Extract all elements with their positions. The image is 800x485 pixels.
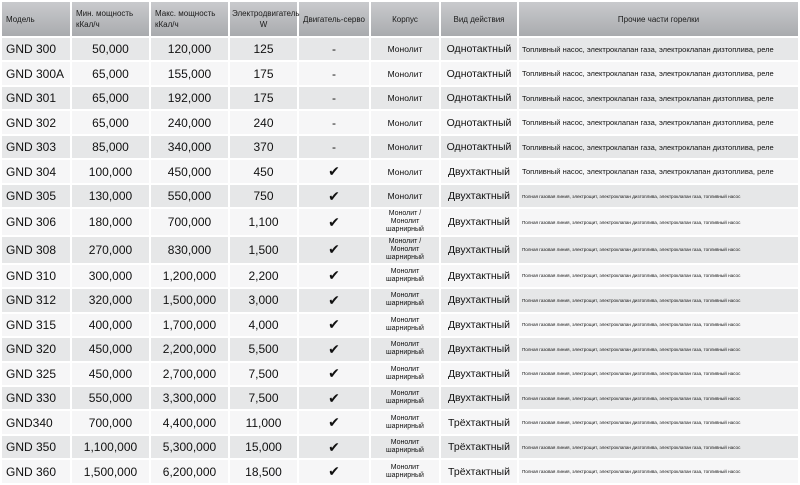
max-power-cell: 340,000 — [151, 136, 228, 158]
body-type-line: Монолит шарнирный — [386, 316, 424, 332]
other-parts-cell: Топливный насос, электроклапан газа, электроклапан дизтоплива, реле — [519, 111, 798, 133]
servo-check-icon: ✔ — [299, 363, 369, 385]
other-parts-cell: Топливный насос, электроклапан газа, электроклапан дизтоплива, реле — [519, 62, 798, 84]
table-row — [2, 38, 798, 60]
min-power-cell: 1,100,000 — [72, 436, 149, 458]
servo-cell: - — [299, 87, 369, 109]
min-power-cell: 450,000 — [72, 363, 149, 385]
model-cell: GND 300 — [2, 38, 70, 60]
table-row — [2, 111, 798, 133]
body-type-cell — [371, 289, 439, 311]
max-power-cell: 1,500,000 — [151, 289, 228, 311]
max-power-cell: 450,000 — [151, 160, 228, 182]
servo-check-icon: ✔ — [299, 436, 369, 458]
model-cell: GND 301 — [2, 87, 70, 109]
body-type-line: Монолит шарнирный — [386, 414, 424, 430]
other-parts-cell: Топливный насос, электроклапан газа, электроклапан дизтоплива, реле — [519, 136, 798, 158]
motor-power-cell: 370 — [230, 136, 297, 158]
body-type-line: Монолит шарнирный — [386, 267, 424, 283]
table-row — [2, 62, 798, 84]
other-parts-cell: Топливный насос, электроклапан газа, электроклапан дизтоплива, реле — [519, 87, 798, 109]
motor-power-cell: 7,500 — [230, 387, 297, 409]
table-row — [2, 363, 798, 385]
max-power-cell: 155,000 — [151, 62, 228, 84]
other-parts-cell: Полная газовая линия, электрощит, электроклапан дизтоплива, электроклапан газа, топливный насос — [519, 363, 798, 385]
header-parts: Прочие части горелки — [519, 2, 798, 36]
body-type-line: Монолит — [387, 44, 423, 55]
body-type-cell — [371, 314, 439, 336]
other-parts-cell: Полная газовая линия, электрощит, электроклапан дизтоплива, электроклапан газа, топливный насос — [519, 209, 798, 235]
body-type-cell — [371, 338, 439, 360]
body-type-line: Монолит / — [388, 237, 422, 245]
action-type-cell: Однотактный — [441, 87, 517, 109]
body-type-line: Монолит — [387, 68, 423, 79]
table-body — [2, 38, 798, 483]
other-parts-cell: Полная газовая линия, электрощит, электроклапан дизтоплива, электроклапан газа, топливный насос — [519, 314, 798, 336]
motor-power-cell: 4,000 — [230, 314, 297, 336]
action-type-cell: Двухтактный — [441, 363, 517, 385]
motor-power-cell: 2,200 — [230, 265, 297, 287]
action-type-cell: Двухтактный — [441, 387, 517, 409]
model-cell: GND 304 — [2, 160, 70, 182]
model-cell: GND 308 — [2, 237, 70, 263]
action-type-cell: Трёхтактный — [441, 411, 517, 433]
model-cell: GND 305 — [2, 185, 70, 207]
max-power-cell: 550,000 — [151, 185, 228, 207]
action-type-cell: Двухтактный — [441, 237, 517, 263]
body-type-cell — [371, 387, 439, 409]
min-power-cell: 450,000 — [72, 338, 149, 360]
body-type-cell — [371, 436, 439, 458]
other-parts-cell: Полная газовая линия, электрощит, электроклапан дизтоплива, электроклапан газа, топливный насос — [519, 387, 798, 409]
model-cell: GND 310 — [2, 265, 70, 287]
table-row — [2, 314, 798, 336]
model-cell: GND 302 — [2, 111, 70, 133]
servo-check-icon: ✔ — [299, 460, 369, 483]
max-power-cell: 700,000 — [151, 209, 228, 235]
motor-power-cell: 11,000 — [230, 411, 297, 433]
body-type-cell — [371, 111, 439, 133]
servo-check-icon: ✔ — [299, 338, 369, 360]
body-type-cell — [371, 160, 439, 182]
body-type-line: Монолит шарнирный — [386, 245, 424, 261]
action-type-cell: Двухтактный — [441, 338, 517, 360]
other-parts-cell: Топливный насос, электроклапан газа, электроклапан дизтоплива, реле — [519, 38, 798, 60]
body-type-line: Монолит — [387, 93, 423, 104]
action-type-cell: Двухтактный — [441, 160, 517, 182]
model-cell: GND 312 — [2, 289, 70, 311]
model-cell: GND 315 — [2, 314, 70, 336]
body-type-line: Монолит шарнирный — [386, 390, 424, 406]
other-parts-cell: Полная газовая линия, электрощит, электроклапан дизтоплива, электроклапан газа, топливный насос — [519, 411, 798, 433]
body-type-line: Монолит шарнирный — [386, 341, 424, 357]
table-row — [2, 289, 798, 311]
model-cell: GND 360 — [2, 460, 70, 483]
body-type-line: Монолит шарнирный — [386, 463, 424, 479]
header-action: Вид действия — [441, 2, 517, 36]
servo-check-icon: ✔ — [299, 237, 369, 263]
motor-power-cell: 18,500 — [230, 460, 297, 483]
max-power-cell: 1,200,000 — [151, 265, 228, 287]
servo-check-icon: ✔ — [299, 387, 369, 409]
motor-power-cell: 1,100 — [230, 209, 297, 235]
max-power-cell: 5,300,000 — [151, 436, 228, 458]
action-type-cell: Двухтактный — [441, 209, 517, 235]
other-parts-cell: Топливный насос, электроклапан газа, электроклапан дизтоплива, реле — [519, 160, 798, 182]
action-type-cell: Однотактный — [441, 111, 517, 133]
table-row — [2, 136, 798, 158]
min-power-cell: 300,000 — [72, 265, 149, 287]
other-parts-cell: Полная газовая линия, электрощит, электроклапан дизтоплива, электроклапан газа, топливный насос — [519, 436, 798, 458]
other-parts-cell: Полная газовая линия, электрощит, электроклапан дизтоплива, электроклапан газа, топливный насос — [519, 460, 798, 483]
model-cell: GND 325 — [2, 363, 70, 385]
model-cell: GND 306 — [2, 209, 70, 235]
motor-power-cell: 5,500 — [230, 338, 297, 360]
motor-power-cell: 3,000 — [230, 289, 297, 311]
other-parts-cell: Полная газовая линия, электрощит, электроклапан дизтоплива, электроклапан газа, топливный насос — [519, 237, 798, 263]
servo-check-icon: ✔ — [299, 160, 369, 182]
other-parts-cell: Полная газовая линия, электрощит, электроклапан дизтоплива, электроклапан газа, топливный насос — [519, 289, 798, 311]
other-parts-cell: Полная газовая линия, электрощит, электроклапан дизтоплива, электроклапан газа, топливный насос — [519, 265, 798, 287]
min-power-cell: 130,000 — [72, 185, 149, 207]
other-parts-cell: Полная газовая линия, электрощит, электроклапан дизтоплива, электроклапан газа, топливный насос — [519, 338, 798, 360]
body-type-line: Монолит шарнирный — [386, 439, 424, 455]
motor-power-cell: 750 — [230, 185, 297, 207]
min-power-cell: 65,000 — [72, 111, 149, 133]
motor-power-cell: 15,000 — [230, 436, 297, 458]
action-type-cell: Двухтактный — [441, 289, 517, 311]
max-power-cell: 240,000 — [151, 111, 228, 133]
servo-check-icon: ✔ — [299, 411, 369, 433]
table-row — [2, 209, 798, 235]
body-type-cell — [371, 87, 439, 109]
motor-power-cell: 240 — [230, 111, 297, 133]
action-type-cell: Двухтактный — [441, 314, 517, 336]
min-power-cell: 50,000 — [72, 38, 149, 60]
body-type-line: Монолит — [387, 166, 423, 177]
max-power-cell: 3,300,000 — [151, 387, 228, 409]
min-power-cell: 270,000 — [72, 237, 149, 263]
action-type-cell: Однотактный — [441, 136, 517, 158]
min-power-cell: 180,000 — [72, 209, 149, 235]
max-power-cell: 192,000 — [151, 87, 228, 109]
table-row — [2, 160, 798, 182]
body-type-cell — [371, 185, 439, 207]
min-power-cell: 320,000 — [72, 289, 149, 311]
header-servo: Двигатель-серво — [299, 2, 369, 36]
max-power-cell: 830,000 — [151, 237, 228, 263]
body-type-line: Монолит — [387, 117, 423, 128]
body-type-line: Монолит шарнирный — [386, 292, 424, 308]
table-row — [2, 387, 798, 409]
model-cell: GND 320 — [2, 338, 70, 360]
max-power-cell: 2,700,000 — [151, 363, 228, 385]
header-row — [2, 2, 798, 36]
min-power-cell: 700,000 — [72, 411, 149, 433]
min-power-cell: 1,500,000 — [72, 460, 149, 483]
header-max-power: Макс. мощность кКал/ч — [151, 2, 228, 36]
min-power-cell: 400,000 — [72, 314, 149, 336]
body-type-cell — [371, 209, 439, 235]
body-type-cell — [371, 460, 439, 483]
table-row — [2, 460, 798, 483]
action-type-cell: Трёхтактный — [441, 436, 517, 458]
table-row — [2, 338, 798, 360]
body-type-line: Монолит — [387, 142, 423, 153]
body-type-cell — [371, 265, 439, 287]
table-row — [2, 185, 798, 207]
action-type-cell: Двухтактный — [441, 265, 517, 287]
header-motor: Электродвигатель W — [230, 2, 297, 36]
model-cell: GND 300A — [2, 62, 70, 84]
motor-power-cell: 1,500 — [230, 237, 297, 263]
min-power-cell: 65,000 — [72, 87, 149, 109]
servo-cell: - — [299, 136, 369, 158]
min-power-cell: 100,000 — [72, 160, 149, 182]
header-model: Модель — [2, 2, 70, 36]
servo-check-icon: ✔ — [299, 209, 369, 235]
max-power-cell: 120,000 — [151, 38, 228, 60]
body-type-cell — [371, 363, 439, 385]
action-type-cell: Двухтактный — [441, 185, 517, 207]
body-type-line: Монолит шарнирный — [386, 365, 424, 381]
servo-cell: - — [299, 38, 369, 60]
body-type-line: Монолит / — [388, 210, 422, 218]
table-row — [2, 411, 798, 433]
action-type-cell: Трёхтактный — [441, 460, 517, 483]
motor-power-cell: 125 — [230, 38, 297, 60]
other-parts-cell: Полная газовая линия, электрощит, электроклапан дизтоплива, электроклапан газа, топливный насос — [519, 185, 798, 207]
max-power-cell: 1,700,000 — [151, 314, 228, 336]
body-type-cell — [371, 136, 439, 158]
model-cell: GND340 — [2, 411, 70, 433]
motor-power-cell: 175 — [230, 62, 297, 84]
max-power-cell: 6,200,000 — [151, 460, 228, 483]
body-type-cell — [371, 411, 439, 433]
servo-check-icon: ✔ — [299, 314, 369, 336]
body-type-cell — [371, 237, 439, 263]
action-type-cell: Однотактный — [441, 62, 517, 84]
servo-check-icon: ✔ — [299, 265, 369, 287]
body-type-cell — [371, 62, 439, 84]
model-cell: GND 350 — [2, 436, 70, 458]
body-type-line: Монолит — [387, 191, 423, 202]
servo-cell: - — [299, 62, 369, 84]
table-row — [2, 265, 798, 287]
min-power-cell: 85,000 — [72, 136, 149, 158]
servo-check-icon: ✔ — [299, 289, 369, 311]
max-power-cell: 4,400,000 — [151, 411, 228, 433]
header-min-power: Мин. мощность кКал/ч — [72, 2, 149, 36]
table-row — [2, 436, 798, 458]
motor-power-cell: 175 — [230, 87, 297, 109]
servo-check-icon: ✔ — [299, 185, 369, 207]
action-type-cell: Однотактный — [441, 38, 517, 60]
body-type-cell — [371, 38, 439, 60]
model-cell: GND 330 — [2, 387, 70, 409]
min-power-cell: 550,000 — [72, 387, 149, 409]
min-power-cell: 65,000 — [72, 62, 149, 84]
motor-power-cell: 450 — [230, 160, 297, 182]
model-cell: GND 303 — [2, 136, 70, 158]
motor-power-cell: 7,500 — [230, 363, 297, 385]
header-body: Корпус — [371, 2, 439, 36]
body-type-line: Монолит шарнирный — [386, 218, 424, 234]
table-row — [2, 237, 798, 263]
table-row — [2, 87, 798, 109]
servo-cell: - — [299, 111, 369, 133]
max-power-cell: 2,200,000 — [151, 338, 228, 360]
